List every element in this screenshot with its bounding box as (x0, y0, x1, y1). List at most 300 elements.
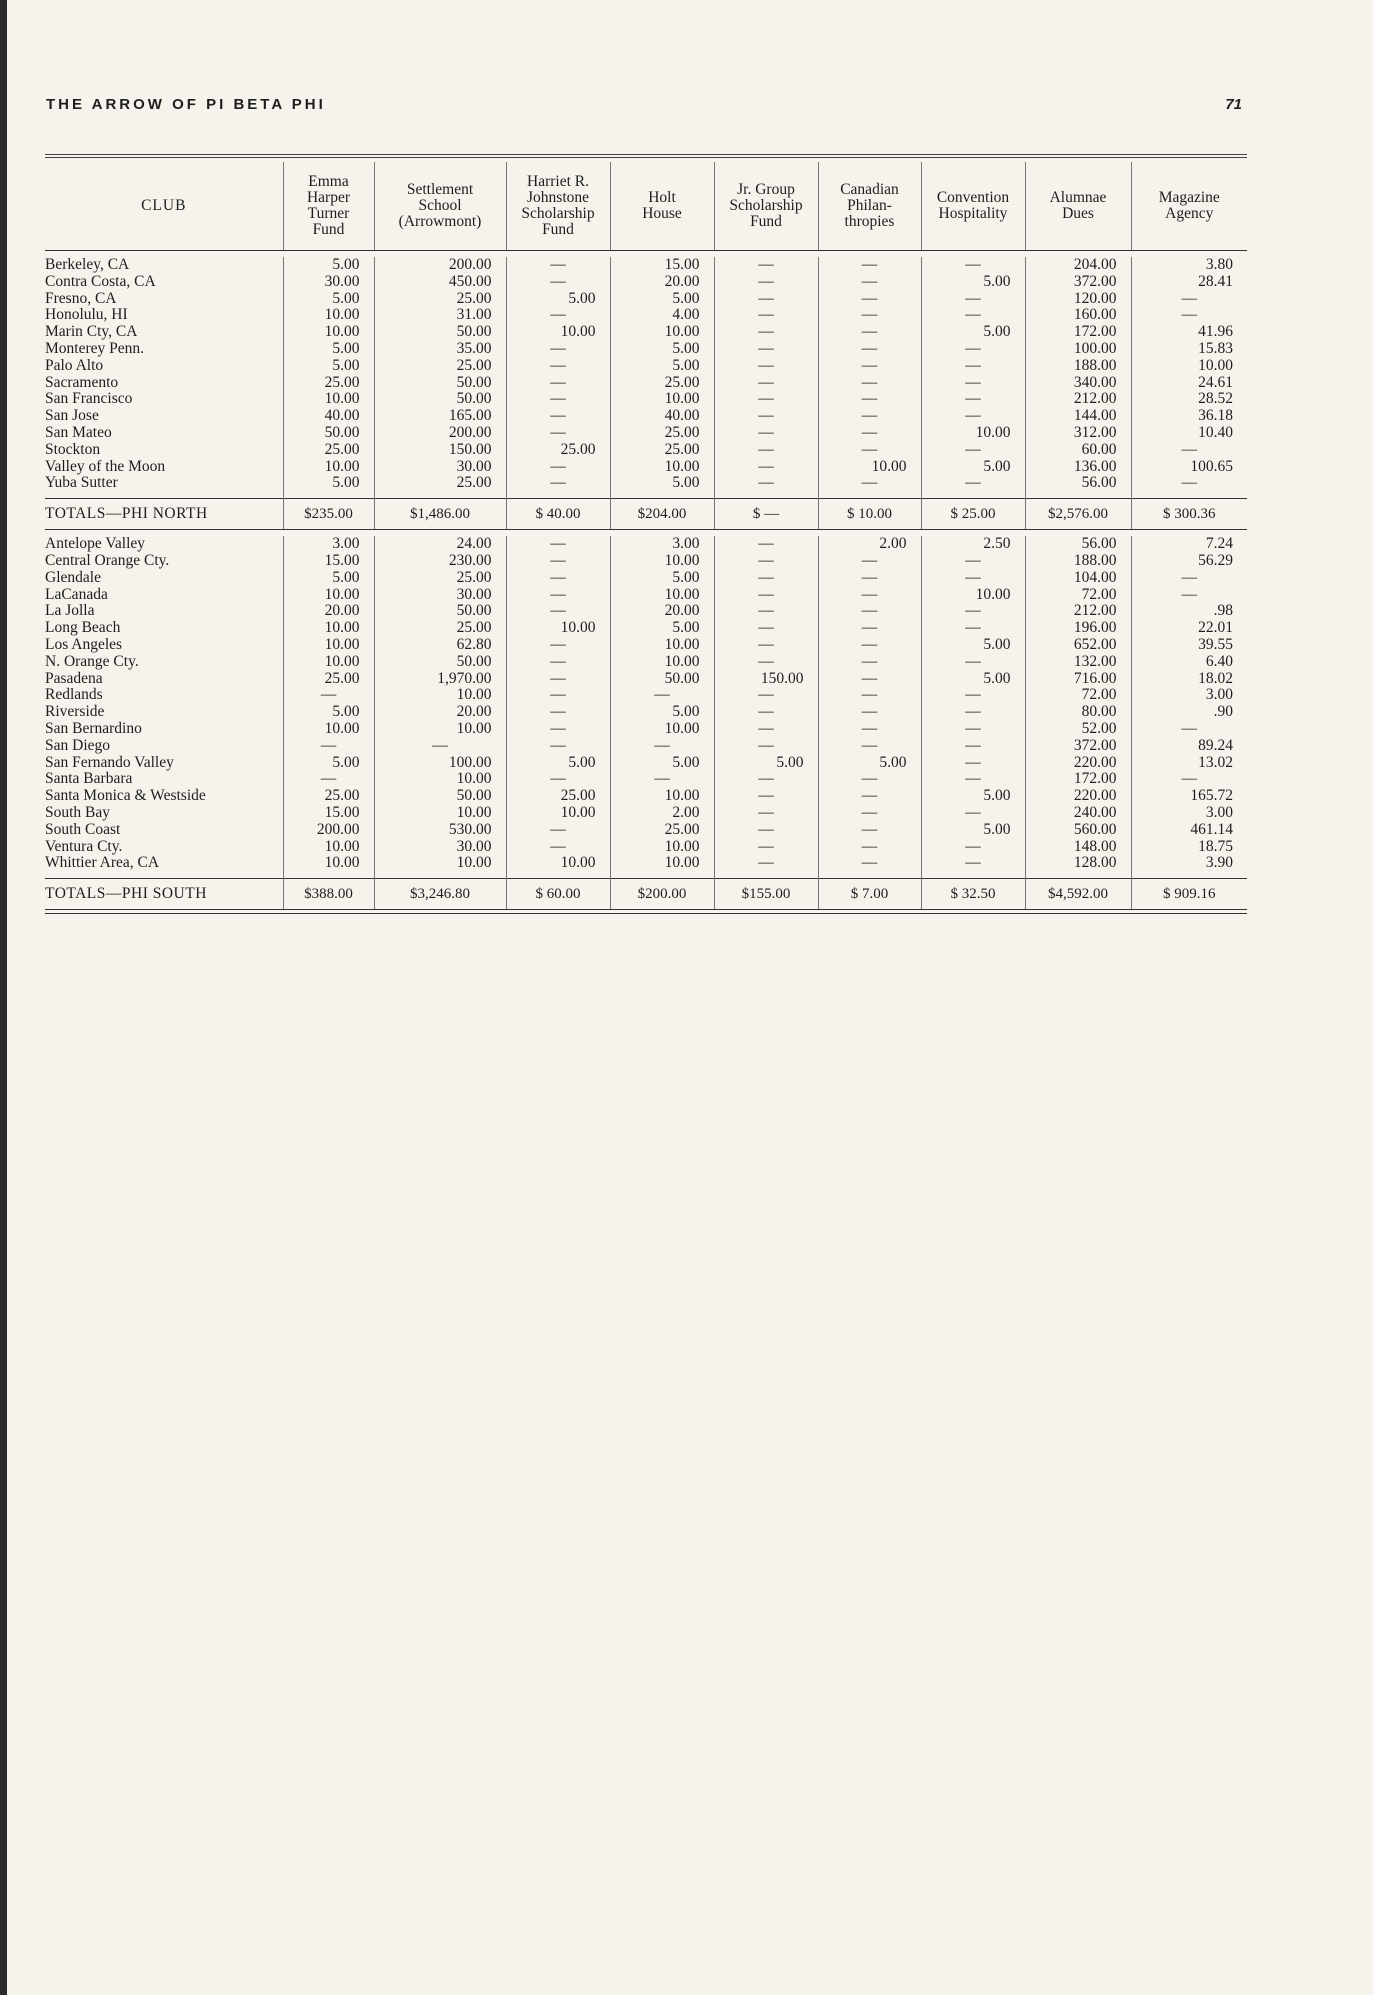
cell-settlement-school: 10.00 (374, 855, 506, 878)
cell-club: San Diego (45, 736, 111, 754)
col-header-line: Fund (750, 213, 782, 230)
table-row (45, 839, 1247, 856)
cell-magazine-agency: 24.61 (1131, 375, 1247, 392)
cell-alumnae-dues: 220.00 (1025, 788, 1131, 805)
cell-settlement-school: 10.00 (374, 687, 506, 704)
cell-magazine-agency: 10.00 (1131, 358, 1247, 375)
cell-magazine-agency: 3.00 (1131, 805, 1247, 822)
cell-jr-group-fund: — (714, 442, 818, 459)
cell-holt-house: 10.00 (610, 391, 714, 408)
table-row (45, 755, 1247, 772)
total-convention-hospitality: $ 32.50 (921, 879, 1025, 910)
cell-canadian-philanthropies: — (818, 391, 921, 408)
cell-settlement-school: 1,970.00 (374, 671, 506, 688)
cell-emma-harper-turner-fund: 200.00 (283, 822, 374, 839)
cell-alumnae-dues: 188.00 (1025, 553, 1131, 570)
cell-alumnae-dues: 72.00 (1025, 587, 1131, 604)
cell-convention-hospitality: — (921, 704, 1025, 721)
total-alumnae-dues: $4,592.00 (1025, 879, 1131, 910)
total-convention-hospitality: $ 25.00 (921, 499, 1025, 530)
cell-holt-house: — (610, 771, 714, 788)
cell-settlement-school: 50.00 (374, 391, 506, 408)
cell-holt-house: 2.00 (610, 805, 714, 822)
cell-convention-hospitality: — (921, 307, 1025, 324)
cell-settlement-school: 230.00 (374, 553, 506, 570)
cell-alumnae-dues: 56.00 (1025, 536, 1131, 553)
cell-canadian-philanthropies: 10.00 (818, 459, 921, 476)
col-header-convention (921, 162, 1025, 251)
col-header-line: Convention (936, 189, 1010, 206)
cell-canadian-philanthropies: 5.00 (818, 755, 921, 772)
cell-harriet-johnstone-fund: — (506, 654, 610, 671)
cell-emma-harper-turner-fund: 25.00 (283, 375, 374, 392)
cell-club: Santa Barbara (45, 770, 133, 788)
cell-magazine-agency: — (1131, 442, 1247, 459)
cell-emma-harper-turner-fund: 5.00 (283, 341, 374, 358)
donations-table-container (45, 154, 1247, 914)
cell-convention-hospitality: — (921, 855, 1025, 878)
cell-canadian-philanthropies: — (818, 721, 921, 738)
col-header-line: (Arrowmont) (398, 213, 482, 230)
table-row (45, 375, 1247, 392)
cell-convention-hospitality: 5.00 (921, 274, 1025, 291)
cell-club: Pasadena (45, 669, 103, 687)
cell-canadian-philanthropies: — (818, 375, 921, 392)
cell-canadian-philanthropies: — (818, 620, 921, 637)
table-row (45, 324, 1247, 341)
table-row (45, 425, 1247, 442)
cell-convention-hospitality: — (921, 721, 1025, 738)
cell-club: Sacramento (45, 373, 119, 391)
cell-magazine-agency: 36.18 (1131, 408, 1247, 425)
cell-holt-house: 25.00 (610, 425, 714, 442)
cell-harriet-johnstone-fund: 25.00 (506, 442, 610, 459)
cell-alumnae-dues: 172.00 (1025, 771, 1131, 788)
cell-jr-group-fund: — (714, 425, 818, 442)
cell-emma-harper-turner-fund: 10.00 (283, 721, 374, 738)
cell-club: San Jose (45, 407, 99, 425)
cell-canadian-philanthropies: — (818, 687, 921, 704)
cell-club: Redlands (45, 686, 103, 704)
cell-holt-house: 50.00 (610, 671, 714, 688)
cell-harriet-johnstone-fund: 25.00 (506, 788, 610, 805)
table-row (45, 391, 1247, 408)
col-header-line: Philan- (847, 197, 892, 214)
cell-harriet-johnstone-fund: — (506, 425, 610, 442)
cell-holt-house: 10.00 (610, 324, 714, 341)
cell-harriet-johnstone-fund: 5.00 (506, 291, 610, 308)
cell-holt-house: — (610, 687, 714, 704)
cell-alumnae-dues: 52.00 (1025, 721, 1131, 738)
cell-convention-hospitality: — (921, 771, 1025, 788)
col-header-line: Agency (1165, 205, 1214, 222)
cell-settlement-school: 150.00 (374, 442, 506, 459)
cell-magazine-agency: — (1131, 587, 1247, 604)
cell-alumnae-dues: 560.00 (1025, 822, 1131, 839)
cell-jr-group-fund: — (714, 536, 818, 553)
col-header-line: School (418, 197, 462, 214)
cell-emma-harper-turner-fund: 10.00 (283, 839, 374, 856)
cell-magazine-agency: 56.29 (1131, 553, 1247, 570)
cell-holt-house: 5.00 (610, 475, 714, 498)
cell-emma-harper-turner-fund: — (283, 771, 374, 788)
cell-alumnae-dues: 212.00 (1025, 603, 1131, 620)
cell-canadian-philanthropies: — (818, 805, 921, 822)
totals-label: TOTALS—PHI SOUTH (45, 879, 283, 910)
cell-alumnae-dues: 104.00 (1025, 570, 1131, 587)
cell-alumnae-dues: 340.00 (1025, 375, 1131, 392)
table-row (45, 358, 1247, 375)
cell-holt-house: 5.00 (610, 291, 714, 308)
cell-holt-house: 4.00 (610, 307, 714, 324)
cell-holt-house: 5.00 (610, 341, 714, 358)
cell-convention-hospitality: — (921, 654, 1025, 671)
running-title: THE ARROW OF PI BETA PHI (46, 96, 326, 113)
cell-convention-hospitality: — (921, 620, 1025, 637)
cell-settlement-school: 50.00 (374, 654, 506, 671)
col-header-emma (283, 162, 374, 251)
cell-alumnae-dues: 312.00 (1025, 425, 1131, 442)
cell-harriet-johnstone-fund: — (506, 687, 610, 704)
cell-club: Whittier Area, CA (45, 854, 160, 872)
col-header-line: Alumnae (1049, 189, 1107, 206)
cell-settlement-school: 200.00 (374, 425, 506, 442)
cell-jr-group-fund: 150.00 (714, 671, 818, 688)
cell-convention-hospitality: 5.00 (921, 788, 1025, 805)
cell-jr-group-fund: — (714, 553, 818, 570)
cell-convention-hospitality: 5.00 (921, 822, 1025, 839)
cell-emma-harper-turner-fund: 10.00 (283, 654, 374, 671)
cell-convention-hospitality: 2.50 (921, 536, 1025, 553)
cell-harriet-johnstone-fund: — (506, 671, 610, 688)
cell-holt-house: 25.00 (610, 375, 714, 392)
total-canadian-philanthropies: $ 10.00 (818, 499, 921, 530)
cell-harriet-johnstone-fund: 5.00 (506, 755, 610, 772)
cell-convention-hospitality: — (921, 475, 1025, 498)
cell-club: San Fernando Valley (45, 753, 174, 771)
cell-club: Marin Cty, CA (45, 323, 138, 341)
cell-convention-hospitality: 5.00 (921, 671, 1025, 688)
cell-club: Los Angeles (45, 635, 123, 653)
cell-canadian-philanthropies: — (818, 671, 921, 688)
cell-magazine-agency: 15.83 (1131, 341, 1247, 358)
cell-harriet-johnstone-fund: — (506, 587, 610, 604)
total-canadian-philanthropies: $ 7.00 (818, 879, 921, 910)
table-row (45, 341, 1247, 358)
cell-jr-group-fund: — (714, 408, 818, 425)
cell-club: Long Beach (45, 619, 121, 637)
cell-emma-harper-turner-fund: 15.00 (283, 805, 374, 822)
cell-emma-harper-turner-fund: 5.00 (283, 570, 374, 587)
cell-harriet-johnstone-fund: — (506, 274, 610, 291)
cell-alumnae-dues: 136.00 (1025, 459, 1131, 476)
table-row (45, 654, 1247, 671)
cell-canadian-philanthropies: — (818, 788, 921, 805)
cell-emma-harper-turner-fund: 10.00 (283, 587, 374, 604)
cell-alumnae-dues: 652.00 (1025, 637, 1131, 654)
cell-canadian-philanthropies: — (818, 307, 921, 324)
cell-settlement-school: 24.00 (374, 536, 506, 553)
cell-magazine-agency: — (1131, 291, 1247, 308)
col-header-line: thropies (844, 213, 895, 230)
col-header-line: Hospitality (938, 205, 1008, 222)
cell-magazine-agency: 18.02 (1131, 671, 1247, 688)
cell-alumnae-dues: 128.00 (1025, 855, 1131, 878)
cell-canadian-philanthropies: — (818, 442, 921, 459)
cell-settlement-school: 10.00 (374, 805, 506, 822)
cell-harriet-johnstone-fund: — (506, 771, 610, 788)
cell-settlement-school: 20.00 (374, 704, 506, 721)
cell-club: Palo Alto (45, 356, 104, 374)
col-header-magazine (1131, 162, 1247, 251)
cell-jr-group-fund: — (714, 391, 818, 408)
cell-jr-group-fund: — (714, 637, 818, 654)
cell-canadian-philanthropies: — (818, 291, 921, 308)
table-row (45, 257, 1247, 274)
cell-club: Antelope Valley (45, 535, 146, 553)
table-row (45, 459, 1247, 476)
col-header-line: Dues (1062, 205, 1094, 222)
table-row (45, 291, 1247, 308)
cell-emma-harper-turner-fund: 10.00 (283, 855, 374, 878)
total-jr-group-fund: $155.00 (714, 879, 818, 910)
col-header-line: Turner (307, 205, 350, 222)
col-header-line: Harper (306, 189, 351, 206)
cell-club: Fresno, CA (45, 289, 117, 307)
cell-settlement-school: 50.00 (374, 324, 506, 341)
cell-magazine-agency: 28.52 (1131, 391, 1247, 408)
cell-magazine-agency: 89.24 (1131, 738, 1247, 755)
cell-holt-house: 3.00 (610, 536, 714, 553)
cell-emma-harper-turner-fund: 10.00 (283, 620, 374, 637)
cell-jr-group-fund: — (714, 687, 818, 704)
cell-canadian-philanthropies: — (818, 341, 921, 358)
cell-canadian-philanthropies: — (818, 408, 921, 425)
cell-settlement-school: 25.00 (374, 291, 506, 308)
cell-canadian-philanthropies: — (818, 637, 921, 654)
cell-holt-house: 10.00 (610, 788, 714, 805)
cell-canadian-philanthropies: 2.00 (818, 536, 921, 553)
total-holt-house: $200.00 (610, 879, 714, 910)
cell-magazine-agency: — (1131, 771, 1247, 788)
cell-holt-house: 25.00 (610, 822, 714, 839)
cell-harriet-johnstone-fund: — (506, 603, 610, 620)
cell-convention-hospitality: — (921, 738, 1025, 755)
cell-jr-group-fund: — (714, 855, 818, 878)
page-header (46, 96, 1242, 126)
header-row (45, 162, 1247, 251)
cell-harriet-johnstone-fund: — (506, 459, 610, 476)
cell-convention-hospitality: — (921, 553, 1025, 570)
cell-settlement-school: 30.00 (374, 587, 506, 604)
cell-harriet-johnstone-fund: — (506, 822, 610, 839)
cell-convention-hospitality: 5.00 (921, 324, 1025, 341)
table-row (45, 822, 1247, 839)
cell-settlement-school: 25.00 (374, 475, 506, 498)
cell-harriet-johnstone-fund: 10.00 (506, 855, 610, 878)
cell-club: Ventura Cty. (45, 837, 123, 855)
cell-holt-house: 10.00 (610, 587, 714, 604)
cell-harriet-johnstone-fund: — (506, 738, 610, 755)
cell-settlement-school: 450.00 (374, 274, 506, 291)
cell-jr-group-fund: — (714, 459, 818, 476)
totals-row (45, 879, 1247, 910)
cell-harriet-johnstone-fund: — (506, 358, 610, 375)
cell-settlement-school: 30.00 (374, 459, 506, 476)
col-header-holt (610, 162, 714, 251)
cell-jr-group-fund: — (714, 358, 818, 375)
cell-harriet-johnstone-fund: — (506, 637, 610, 654)
col-header-alumnae (1025, 162, 1131, 251)
cell-magazine-agency: 41.96 (1131, 324, 1247, 341)
cell-harriet-johnstone-fund: — (506, 341, 610, 358)
cell-convention-hospitality: 10.00 (921, 587, 1025, 604)
cell-harriet-johnstone-fund: — (506, 307, 610, 324)
col-header-line: Holt (648, 189, 676, 206)
cell-holt-house: — (610, 738, 714, 755)
cell-emma-harper-turner-fund: 3.00 (283, 536, 374, 553)
cell-club: Valley of the Moon (45, 457, 166, 475)
total-settlement-school: $1,486.00 (374, 499, 506, 530)
cell-magazine-agency: 10.40 (1131, 425, 1247, 442)
cell-settlement-school: 200.00 (374, 257, 506, 274)
cell-club: Monterey Penn. (45, 339, 145, 357)
cell-holt-house: 20.00 (610, 274, 714, 291)
cell-convention-hospitality: — (921, 408, 1025, 425)
cell-emma-harper-turner-fund: 40.00 (283, 408, 374, 425)
cell-settlement-school: 165.00 (374, 408, 506, 425)
cell-magazine-agency: 18.75 (1131, 839, 1247, 856)
cell-alumnae-dues: 60.00 (1025, 442, 1131, 459)
cell-holt-house: 10.00 (610, 721, 714, 738)
cell-magazine-agency: .90 (1131, 704, 1247, 721)
cell-jr-group-fund: — (714, 341, 818, 358)
cell-jr-group-fund: — (714, 570, 818, 587)
cell-jr-group-fund: — (714, 822, 818, 839)
cell-club: N. Orange Cty. (45, 652, 139, 670)
cell-settlement-school: 30.00 (374, 839, 506, 856)
cell-magazine-agency: 22.01 (1131, 620, 1247, 637)
cell-alumnae-dues: 132.00 (1025, 654, 1131, 671)
cell-alumnae-dues: 80.00 (1025, 704, 1131, 721)
cell-settlement-school: 10.00 (374, 771, 506, 788)
cell-holt-house: 25.00 (610, 442, 714, 459)
cell-jr-group-fund: — (714, 475, 818, 498)
col-header-line: Emma (308, 173, 349, 190)
cell-emma-harper-turner-fund: 10.00 (283, 637, 374, 654)
col-header-jrgroup (714, 162, 818, 251)
table-row (45, 307, 1247, 324)
cell-emma-harper-turner-fund: 5.00 (283, 257, 374, 274)
cell-magazine-agency: — (1131, 307, 1247, 324)
cell-harriet-johnstone-fund: — (506, 257, 610, 274)
cell-convention-hospitality: — (921, 358, 1025, 375)
col-header-line: Canadian (840, 181, 899, 198)
top-rule (45, 154, 1247, 158)
cell-settlement-school: 50.00 (374, 603, 506, 620)
cell-magazine-agency: — (1131, 721, 1247, 738)
cell-jr-group-fund: — (714, 307, 818, 324)
cell-jr-group-fund: — (714, 788, 818, 805)
cell-alumnae-dues: 172.00 (1025, 324, 1131, 341)
cell-canadian-philanthropies: — (818, 771, 921, 788)
cell-harriet-johnstone-fund: — (506, 839, 610, 856)
cell-club: Berkeley, CA (45, 256, 130, 273)
cell-club: South Bay (45, 803, 111, 821)
totals-row (45, 499, 1247, 530)
cell-settlement-school: 530.00 (374, 822, 506, 839)
cell-club: Honolulu, HI (45, 306, 128, 324)
cell-settlement-school: 35.00 (374, 341, 506, 358)
bottom-rule (45, 913, 1247, 914)
cell-harriet-johnstone-fund: — (506, 536, 610, 553)
cell-emma-harper-turner-fund: 20.00 (283, 603, 374, 620)
cell-holt-house: 5.00 (610, 620, 714, 637)
cell-canadian-philanthropies: — (818, 839, 921, 856)
table-row (45, 788, 1247, 805)
cell-alumnae-dues: 72.00 (1025, 687, 1131, 704)
cell-emma-harper-turner-fund: 10.00 (283, 324, 374, 341)
table-row (45, 553, 1247, 570)
cell-jr-group-fund: — (714, 738, 818, 755)
table-row (45, 721, 1247, 738)
cell-alumnae-dues: 240.00 (1025, 805, 1131, 822)
cell-holt-house: 10.00 (610, 637, 714, 654)
cell-alumnae-dues: 100.00 (1025, 341, 1131, 358)
table-row (45, 603, 1247, 620)
cell-canadian-philanthropies: — (818, 587, 921, 604)
cell-jr-group-fund: — (714, 291, 818, 308)
cell-magazine-agency: 7.24 (1131, 536, 1247, 553)
table-row (45, 274, 1247, 291)
cell-magazine-agency: 461.14 (1131, 822, 1247, 839)
cell-canadian-philanthropies: — (818, 475, 921, 498)
cell-jr-group-fund: — (714, 839, 818, 856)
cell-canadian-philanthropies: — (818, 654, 921, 671)
cell-holt-house: 10.00 (610, 855, 714, 878)
cell-convention-hospitality: — (921, 257, 1025, 274)
cell-club: Central Orange Cty. (45, 551, 170, 569)
cell-canadian-philanthropies: — (818, 425, 921, 442)
cell-alumnae-dues: 188.00 (1025, 358, 1131, 375)
cell-jr-group-fund: 5.00 (714, 755, 818, 772)
cell-canadian-philanthropies: — (818, 570, 921, 587)
cell-alumnae-dues: 196.00 (1025, 620, 1131, 637)
table-row (45, 704, 1247, 721)
cell-club: Santa Monica & Westside (45, 787, 206, 805)
col-header-settlement (374, 162, 506, 251)
cell-harriet-johnstone-fund: — (506, 721, 610, 738)
cell-convention-hospitality: 5.00 (921, 459, 1025, 476)
cell-holt-house: 10.00 (610, 459, 714, 476)
total-alumnae-dues: $2,576.00 (1025, 499, 1131, 530)
cell-club: Yuba Sutter (45, 474, 118, 492)
cell-jr-group-fund: — (714, 603, 818, 620)
table-row (45, 587, 1247, 604)
cell-holt-house: 10.00 (610, 553, 714, 570)
cell-canadian-philanthropies: — (818, 553, 921, 570)
totals-label: TOTALS—PHI NORTH (45, 499, 283, 530)
col-header-line: Settlement (406, 181, 474, 198)
col-header-line: Johnstone (527, 189, 589, 206)
table-row (45, 671, 1247, 688)
cell-jr-group-fund: — (714, 620, 818, 637)
cell-emma-harper-turner-fund: 5.00 (283, 475, 374, 498)
col-header-canadian (818, 162, 921, 251)
cell-convention-hospitality: 5.00 (921, 637, 1025, 654)
table-row (45, 771, 1247, 788)
cell-magazine-agency: 28.41 (1131, 274, 1247, 291)
